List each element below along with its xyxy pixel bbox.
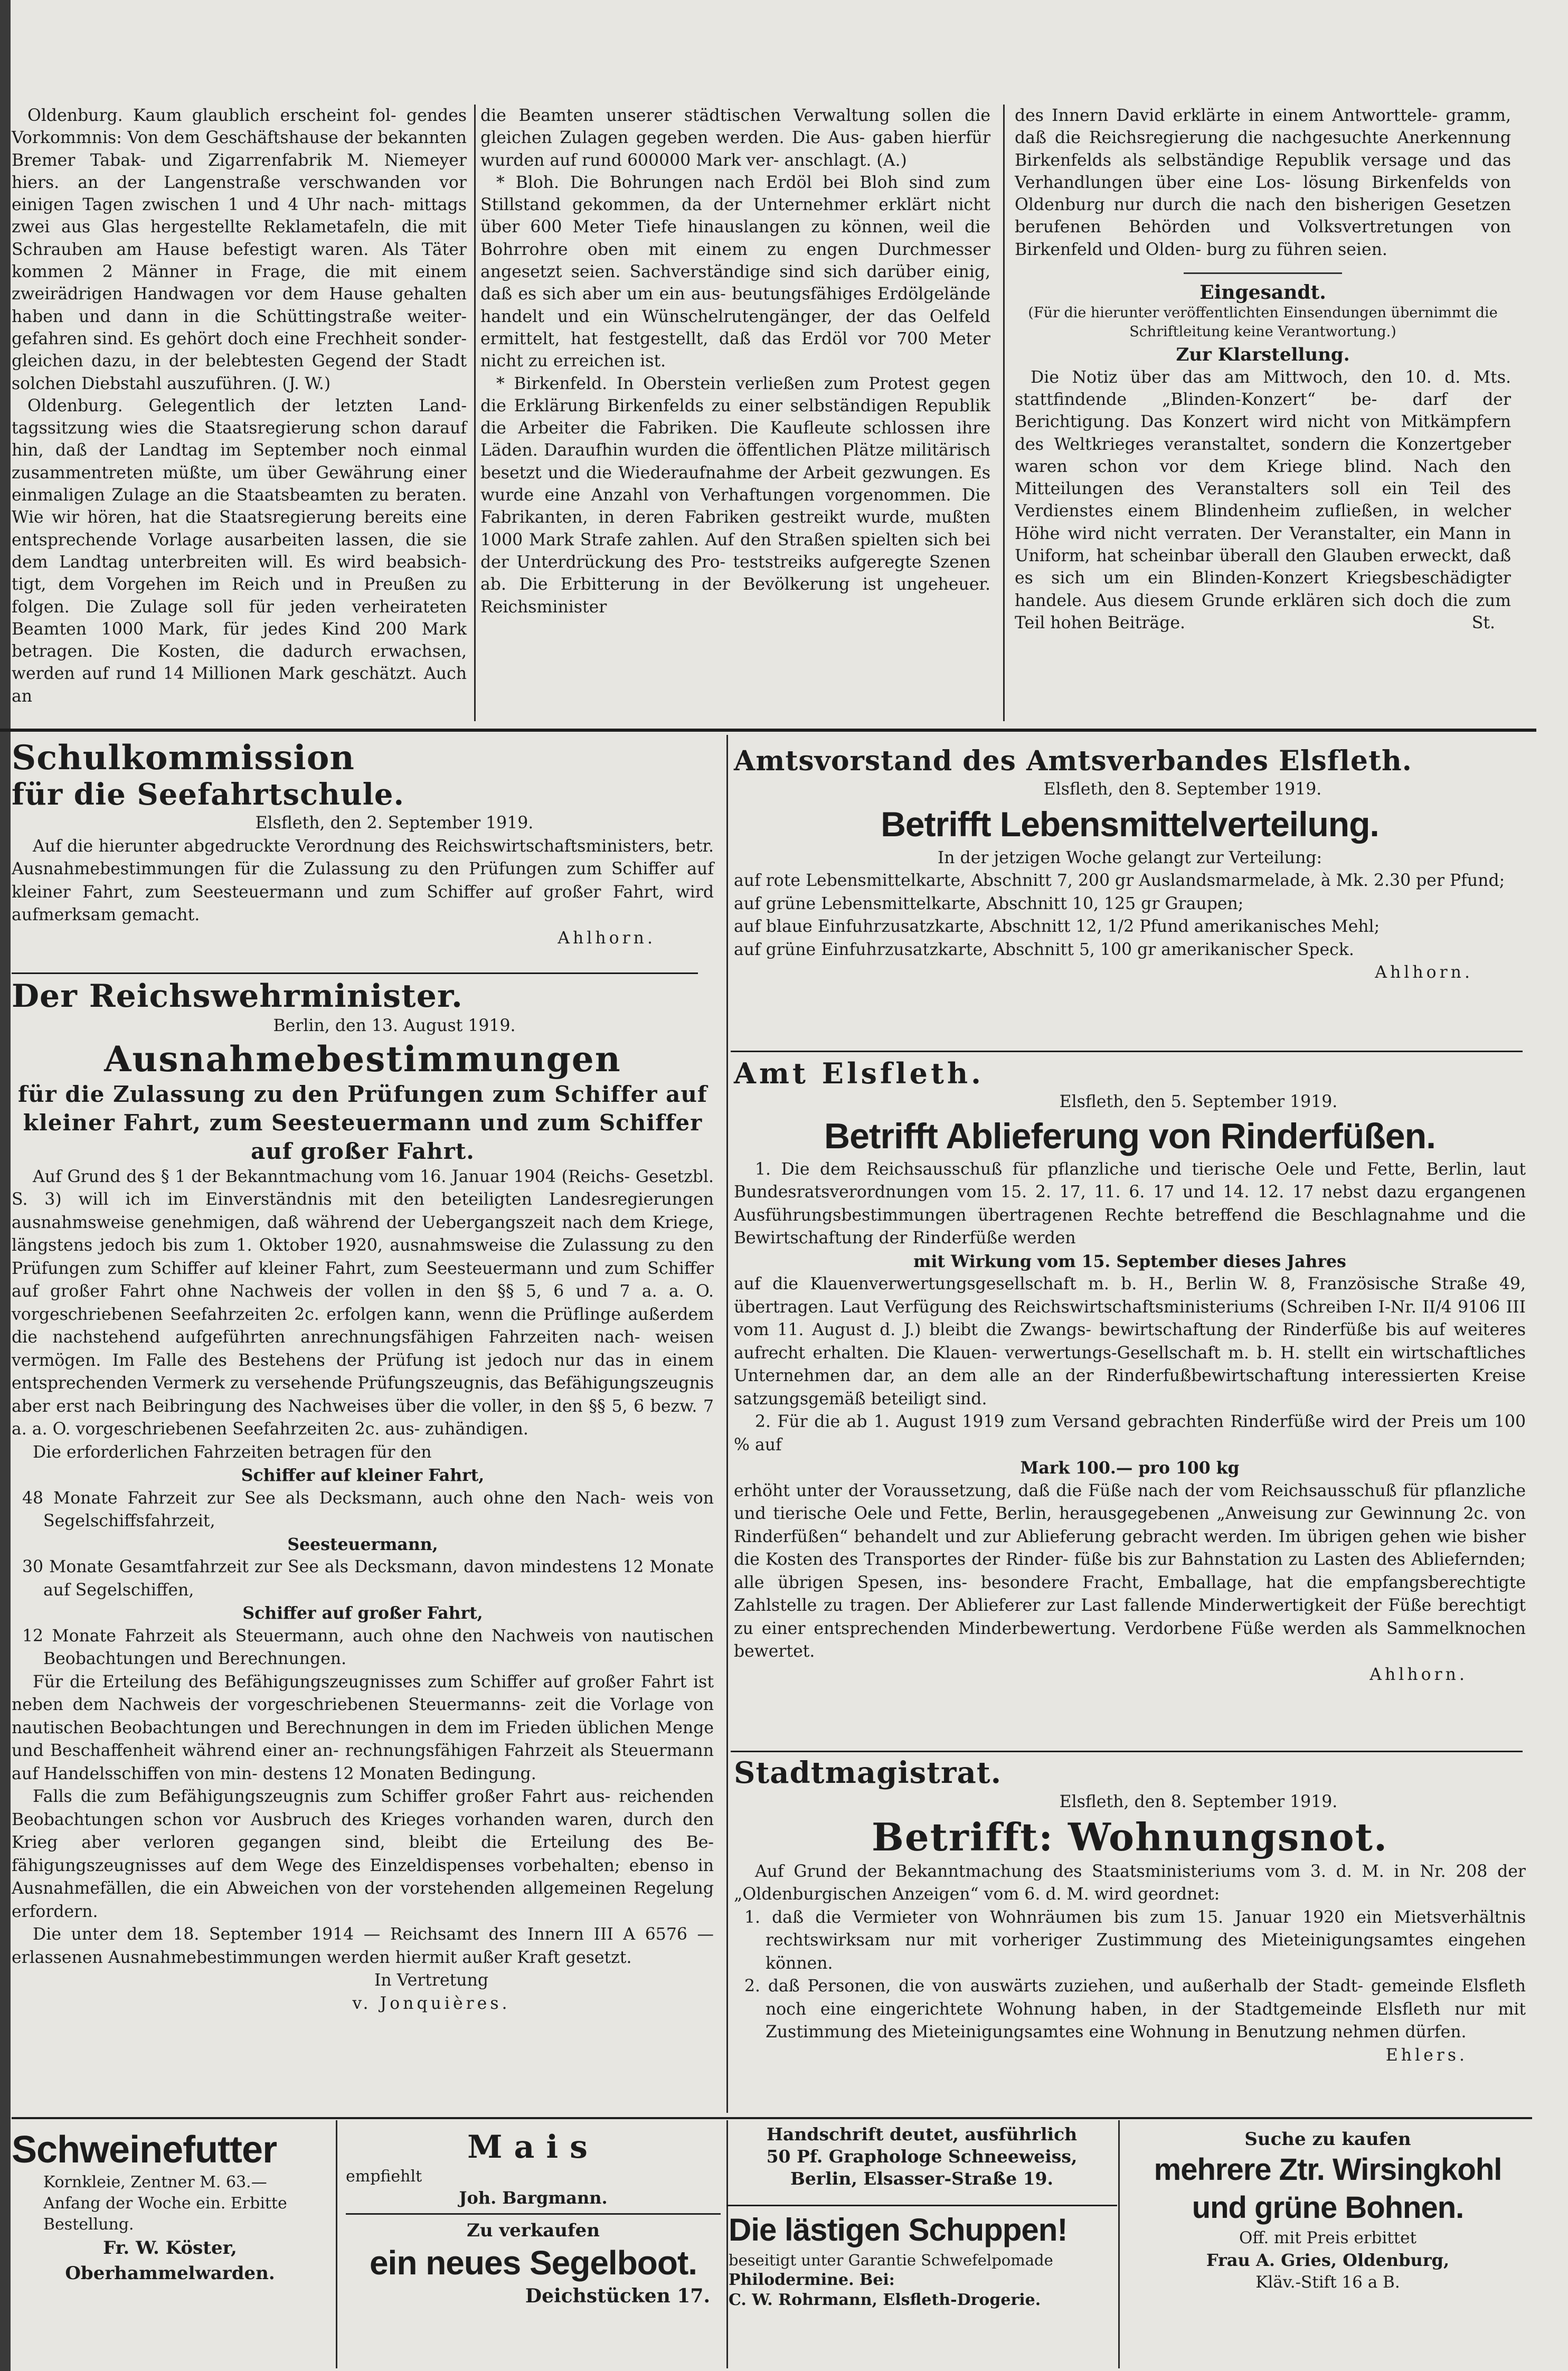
article-birkenfeld: * Birkenfeld. In Oberstein verließen zum Protest gegen die Erklärung Birkenfelds zu einer selbständigen Republik die Arbeiter die Fabriken. Die Kaufleute schlossen ihre Läden. Daraufhin wurden die öffentlichen Plätze militärisch besetzt und die Wiederaufnahme der Arbeit gezwungen. Es wurde eine Anzahl von Verhaftungen vorgenommen. Die Fabrikanten, in deren Fabriken gestreikt wurde, mußten 1000 Mark Strafe zahlen. Auf den Straßen spielten sich bei der Unterdrückung des Pro- teststreiks aufgeregte Szenen ab. Die Erbitterung in der Bevölkerung ist ungeheuer. Reichsminister [480,374,990,617]
notice-rule [12,972,698,974]
schulkommission-dateline: Elsfleth, den 2. September 1919. [255,814,534,833]
amt-para2: 2. Für die ab 1. August 1919 zum Versand gebrachten Rinderfüße wird der Preis um 100 % auf [734,1412,1526,1454]
ad-wirsing-line4: Kläv.-Stift 16 a B. [1255,2273,1400,2292]
reichswehr-headline: Ausnahmebestimmungen [104,1038,621,1080]
ad-handschrift-line2: 50 Pf. Graphologe Schneeweiss, [766,2146,1078,2167]
stadt-item-1: 1. daß die Vermieter von Wohnräumen bis zum 15. Januar 1920 ein Mietsverhältnis rechtswirksam nur mit vorheriger Zustimmung des Mieteinigungsamtes eingehen können. [744,1907,1526,1973]
eingesandt-title: Eingesandt. [1199,281,1326,304]
article-oldenburg-2: Oldenburg. Gelegentlich der letzten Land- tagssitzung wies die Staatsregierung schon darauf hin, daß der Landtag im September noch einmal zusammentreten müßte, um über Gewährung einer einmaligen Zulage an die Staatsbeamten zu beraten. Wie wir hören, hat die Staatsregierung bereits eine entsprechende Vorlage ausarbeiten lassen, die sie dem Landtag unterbreiten will. Es wird beabsich- tigt, dem Vorgehen im Reich und in Preußen zu folgen. Die Zulage soll für jeden verheirateten Beamten 1000 Mark, für jedes Kind 200 Mark betragen. Die Kosten, die dadurch erwachsen, werden auf rund 14 Millionen Mark geschätzt. Auch an [12,396,467,706]
notice-rule [731,1051,1523,1052]
ad-schweinefutter-line1: Kornkleie, Zentner M. 63.— [43,2173,267,2191]
divider [1184,272,1342,274]
ad-rule [336,2120,337,2368]
ad-mais-name: Joh. Bargmann. [459,2188,608,2208]
ad-rule [726,2205,1117,2206]
reichswehr-para1: Auf Grund des § 1 der Bekanntmachung vom 16. Januar 1904 (Reichs- Gesetzbl. S. 3) will ich im Einverständnis mit den beteiligten Landesregierungen ausnahmsweise genehmigen, daß während der Uebergangszeit nach dem Kriege, längstens jedoch bis zum 1. Oktober 1920, ausnahmsweise die Zulassung zu den Prüfungen zum Schiffer auf kleiner Fahrt, zum Seesteuermann und zum Schiffer auf großer Fahrt ohne Nachweis der vollen in den §§ 5, 6 und 7 a. a. O. vorgeschriebenen Seefahrzeiten 2c. erfolgen kann, wenn die Prüflinge außerdem die nachstehend aufgeführten anrechnungsfähigen Fahrzeiten nach- weisen vermögen. Im Falle des Bestehens der Prüfung ist jedoch nur das in einem entsprechenden Vermerk zu versehende Prüfungszeugnis, das Befähigungszeugnis aber erst nach Beibringung des Nachweises über die voller, in den §§ 5, 6 bezw. 7 a. a. O. vorgeschriebenen Seefahrzeiten 2c. aus- zuhändigen. [12,1167,714,1439]
reichswehr-para3: Falls die zum Befähigungszeugnis zum Schiffer großer Fahrt aus- reichenden Beobachtungen schon vor Ausbruch des Krieges vorhanden waren, durch den Krieg aber verloren gegangen sind, bleibt die Erteilung des Be- fähigungszeugnisses auf dem Wege des Einzeldispenses vorbehalten; ebenso in Ausnahmefällen, die ein Abweichen von der vorstehenden allgemeinen Regelung erfordern. [12,1787,714,1921]
column-rule [1003,105,1005,721]
ad-wirsing-line3: Frau A. Gries, Oldenburg, [1206,2250,1450,2270]
amt-para1-highlight: mit Wirkung vom 15. September dieses Jahres [913,1251,1346,1271]
ad-schuppen-line1: beseitigt unter Garantie Schwefelpomade [729,2251,1053,2269]
column-rule [474,105,476,721]
ad-handschrift-line1: Handschrift deutet, ausführlich [766,2124,1078,2145]
amtsvorstand-item: auf rote Lebensmittelkarte, Abschnitt 7, 200 gr Auslandsmarmelade, à Mk. 2.30 per Pfund; [734,871,1505,890]
ad-wirsing-big2: und grüne Bohnen. [1192,2190,1464,2225]
amt-headline: Betrifft Ablieferung von Rinderfüßen. [824,1116,1435,1156]
amtsvorstand-item: auf grüne Lebensmittelkarte, Abschnitt 10, 125 gr Graupen; [734,894,1244,913]
amtsvorstand-headline: Betrifft Lebensmittelverteilung. [881,804,1379,844]
amt-para1b: auf die Klauenverwertungsgesellschaft m. b. H., Berlin W. 8, Französische Straße 49, übertragen. Laut Verfügung des Reichswirtschaftsministeriums (Schreiben I-Nr. II/4 9106 III vom 11. August d. J.) bleibt die Zwangs- bewirtschaftung der Rinderfüße bis auf weiteres aufrecht erhalten. Die Klauen- verwertungs-Gesellschaft m. b. H. stellt ein wirtschaftliches Unternehmen dar, an dem alle an der Rinderfußbewirtschaftung interessierten Kreise satzungsgemäß beteiligt sind. [734,1274,1526,1409]
stadt-dateline: Elsfleth, den 8. September 1919. [1059,1792,1338,1811]
ad-schweinefutter-title: Schweinefutter [12,2129,277,2171]
amt-para2b: erhöht unter der Voraussetzung, daß die Füße nach der vom Reichsausschuß für pflanzliche und tierische Oele und Fette, Berlin, herausgegebenen „Anweisung zur Gewinnung 2c. von Rinderfüßen“ behandelt und zur Ablieferung gebracht werden. Im übrigen gehen wie bisher die Kosten des Transportes der Rinder- füße bis zur Bahnstation zu Lasten des Abliefernden; alle übrigen Spesen, ins- besondere Fracht, Emballage, hat die empfangsberechtigte Zahlstelle zu tragen. Der Ablieferer zur Last fallende Minderwertigkeit der Füße berechtigt zu einer entsprechenden Minderbewertung. Verdorbene Füße werden als Sammelknochen bewertet. [734,1481,1526,1661]
amt-notice [734,1056,1526,1686]
ad-schuppen-line3: C. W. Rohrmann, Elsfleth-Drogerie. [729,2291,1041,2309]
ad-schweinefutter [12,2128,328,2286]
amtsvorstand-title: Amtsvorstand des Amtsverbandes Elsfleth. [734,745,1412,777]
schulkommission-signature: Ahlhorn. [558,928,656,948]
section-rule [0,729,1536,732]
ad-handschrift-line3: Berlin, Elsasser-Straße 19. [790,2168,1053,2189]
divider [346,2213,721,2215]
reichswehr-title: Der Reichswehrminister. [12,978,463,1015]
eingesandt-note: (Für die hierunter veröffentlichten Einsendungen übernimmt die Schriftleitung keine Verantwortung.) [1028,305,1498,341]
ad-wirsing-line2: Off. mit Preis erbittet [1239,2228,1416,2247]
schulkommission-subtitle: für die Seefahrtschule. [12,777,404,812]
reichswehr-heading-steuer: Seesteuermann, [287,1534,438,1554]
ad-mais [346,2128,721,2309]
ad-segelboot-small: Zu verkaufen [467,2220,600,2241]
ad-wirsing [1127,2128,1528,2293]
stadt-headline: Betrifft: Wohnungsnot. [871,1814,1388,1859]
ad-wirsing-line1: Suche zu kaufen [1244,2129,1411,2150]
klarstellung-signature: St. [1471,613,1495,633]
amt-signature: Ahlhorn. [1369,1665,1468,1684]
article-bloh: * Bloh. Die Bohrungen nach Erdöl bei Bloh sind zum Stillstand gekommen, da der Unternehmer erklärt nicht über 600 Meter Tiefe hinauslangen zu können, weil die Bohrrohre oben mit einem zu engen Durchmesser angesetzt seien. Sachverständige sind sich darüber einig, daß es sich aber um ein aus- beutungsfähiges Erdölgelände handelt und ein Wünschelrutengänger, der das Oelfeld ermittelt, hat festgestellt, daß das Erdöl vor 700 Meter nicht zu erreichen ist. [480,173,990,371]
reichswehr-heading-klein: Schiffer auf kleiner Fahrt, [241,1466,485,1485]
column-2 [480,105,990,618]
reichswehr-dateline: Berlin, den 13. August 1919. [273,1016,516,1035]
stadt-title: Stadtmagistrat. [734,1755,1002,1790]
amtsvorstand-item: auf blaue Einfuhrzusatzkarte, Abschnitt 12, 1/2 Pfund amerikanisches Mehl; [734,917,1380,936]
amtsvorstand-signature: Ahlhorn. [1375,963,1473,982]
ad-mais-title: Mais [467,2129,599,2166]
stadt-intro: Auf Grund der Bekanntmachung des Staatsministeriums vom 3. d. M. in Nr. 208 der „Oldenburgischen Anzeigen“ vom 6. d. M. wird geordnet: [734,1862,1526,1904]
ad-schweinefutter-line2: Anfang der Woche ein. Erbitte Bestellung. [43,2194,287,2234]
column-rule [726,735,728,2113]
stadt-notice [734,1755,1526,2067]
ad-wirsing-big1: mehrere Ztr. Wirsingkohl [1154,2152,1502,2187]
reichswehr-signature-2: v. Jonquières. [352,1994,511,2013]
reichswehr-text-klein: 48 Monate Fahrzeit zur See als Decksmann, auch ohne den Nach- weis von Segelschiffsfahrzeit, [22,1488,714,1531]
ad-schuppen [729,2210,1114,2310]
schulkommission-notice [12,739,714,950]
reichswehr-subhead: für die Zulassung zu den Prüfungen zum Schiffer auf kleiner Fahrt, zum Seesteuermann und zum Schiffer auf großer Fahrt. [18,1081,707,1164]
ad-schuppen-line2: Philodermine. Bei: [729,2271,895,2289]
klarstellung-text: Die Notiz über das am Mittwoch, den 10. d. Mts. stattfindende „Blinden-Konzert“ be- darf der Berichtigung. Das Konzert wird nicht von Mitkämpfern des Weltkrieges veranstaltet, sondern die Konzertgeber waren schon vor dem Kriege blind. Nach den Mitteilungen des Veranstalters soll ein Teil des Verdienstes einem Blindenheim zufließen, in welcher Höhe wird nicht verraten. Der Veranstalter, ein Mann in Uniform, hat scheinbar überall den Glauben erweckt, daß es sich um ein Blinden-Konzert Kriegsbeschädigter handele. Aus diesem Grunde erklären sich doch die zum Teil hohen Beiträge. [1015,367,1511,632]
amt-para1: 1. Die dem Reichsausschuß für pflanzliche und tierische Oele und Fette, Berlin, laut Bundesratsverordnungen vom 15. 2. 17, 11. 6. 17 und 14. 12. 17 nebst dazu ergangenen Ausführungsbestimmungen übertragenen Rechte betreffend die Beschlagnahme und die Bewirtschaftung der Rinderfüße werden [734,1159,1526,1248]
article-beamten: die Beamten unserer städtischen Verwaltung sollen die gleichen Zulagen gegeben werden. Die Aus- gaben hierfür wurden auf rund 600000 Mark ver- anschlagt. (A.) [480,106,990,170]
reichswehr-fahrzeiten-intro: Die erforderlichen Fahrzeiten betragen für den [33,1442,432,1462]
ad-schuppen-title: Die lästigen Schuppen! [729,2212,1068,2247]
ad-segelboot-address: Deichstücken 17. [525,2285,710,2307]
ad-segelboot-title: ein neues Segelboot. [369,2244,697,2282]
reichswehr-text-gross: 12 Monate Fahrzeit als Steuermann, auch ohne den Nachweis von nautischen Beobachtungen und Berechnungen. [22,1626,714,1668]
reichswehr-para4: Die unter dem 18. September 1914 — Reichsamt des Innern III A 6576 — erlassenen Ausnahmebestimmungen werden hiermit außer Kraft gesetzt. [12,1925,714,1967]
amtsvorstand-intro: In der jetzigen Woche gelangt zur Verteilung: [937,848,1323,867]
reichswehr-para2: Für die Erteilung des Befähigungszeugnisses zum Schiffer auf großer Fahrt ist neben dem Nachweis der vorgeschriebenen Steuermanns- zeit die Vorlage von nautischen Beobachtungen und Berechnungen in dem im Frieden üblichen Menge und Beschaffenheit während einer an- rechnungsfähigen Fahrzeit als Steuermann auf Handelsschiffen von min- destens 12 Monaten Bedingung. [12,1672,714,1783]
reichswehr-text-steuer: 30 Monate Gesamtfahrzeit zur See als Decksmann, davon mindestens 12 Monate auf Segelschiffen, [22,1557,714,1600]
notice-rule [731,1751,1523,1752]
klarstellung-title: Zur Klarstellung. [1176,344,1350,366]
reichswehr-signature-1: In Vertretung [374,1971,489,1990]
ad-handschrift [726,2123,1117,2207]
amt-dateline: Elsfleth, den 5. September 1919. [1059,1092,1338,1111]
reichswehr-heading-gross: Schiffer auf großer Fahrt, [242,1603,483,1623]
amtsvorstand-notice [734,744,1526,985]
column-1 [12,105,467,707]
reichswehr-notice [12,978,714,2015]
article-oldenburg-1: Oldenburg. Kaum glaublich erscheint fol- gendes Vorkommnis: Von dem Geschäftshause der bekannten Bremer Tabak- und Zigarrenfabrik M. Niemeyer hiers. an der Langenstraße verschwanden vor einigen Tagen zwischen 1 und 4 Uhr nach- mittags zwei aus Glas hergestellte Reklametafeln, die mit Schrauben am Hause befestigt waren. Als Täter kommen 2 Männer in Frage, die mit einem zweirädrigen Handwagen vor dem Hause gehalten haben und dann in die Schüttingstraße weiter- gefahren sind. Es gehört doch eine Frechheit sonder- gleichen dazu, in der belebtesten Gegend der Stadt solchen Diebstahl auszuführen. (J. W.) [12,106,467,393]
amt-para2-highlight: Mark 100.— pro 100 kg [1020,1458,1240,1478]
amtsvorstand-item: auf grüne Einfuhrzusatzkarte, Abschnitt 5, 100 gr amerikanischer Speck. [734,940,1354,959]
article-david: des Innern David erklärte in einem Antworttele- gramm, daß die Reichsregierung die nachgesuchte Anerkennung Birkenfelds als selbständige Republik versage und das Verhandlungen über eine Los- lösung Birkenfelds von Oldenburg nur durch die nach den bisherigen Gesetzen berufenen Behörden und Volksvertretungen von Birkenfeld und Olden- burg zu führen seien. [1015,106,1511,259]
schulkommission-title: Schulkommission [12,738,355,778]
column-3 [1015,105,1511,635]
page-edge [0,0,11,2371]
amt-title: Amt Elsfleth. [734,1056,984,1090]
ad-schweinefutter-name: Fr. W. Köster, [103,2237,237,2259]
ad-mais-label: empfiehlt [346,2167,422,2186]
ad-rule [1118,2120,1120,2368]
schulkommission-text: Auf die hierunter abgedruckte Verordnung des Reichswirtschaftsministers, betr. Ausnahmebestimmungen für die Zulassung zu den Prüfungen zum Schiffer auf kleiner Fahrt, zum Seesteuermann und zum Schiffer auf großer Fahrt, wird aufmerksam gemacht. [12,836,714,924]
stadt-signature: Ehlers. [1385,2045,1468,2065]
stadt-item-2: 2. daß Personen, die von auswärts zuziehen, und außerhalb der Stadt- gemeinde Elsfleth noch eine eingerichtete Wohnung haben, in der Stadtgemeinde Elsfleth nur mit Zustimmung des Mieteinigungsamtes eine Wohnung in Benutzung nehmen dürfen. [744,1977,1526,2042]
ads-rule [12,2117,1532,2119]
ad-schweinefutter-place: Oberhammelwarden. [65,2263,275,2284]
amtsvorstand-dateline: Elsfleth, den 8. September 1919. [1043,780,1322,799]
